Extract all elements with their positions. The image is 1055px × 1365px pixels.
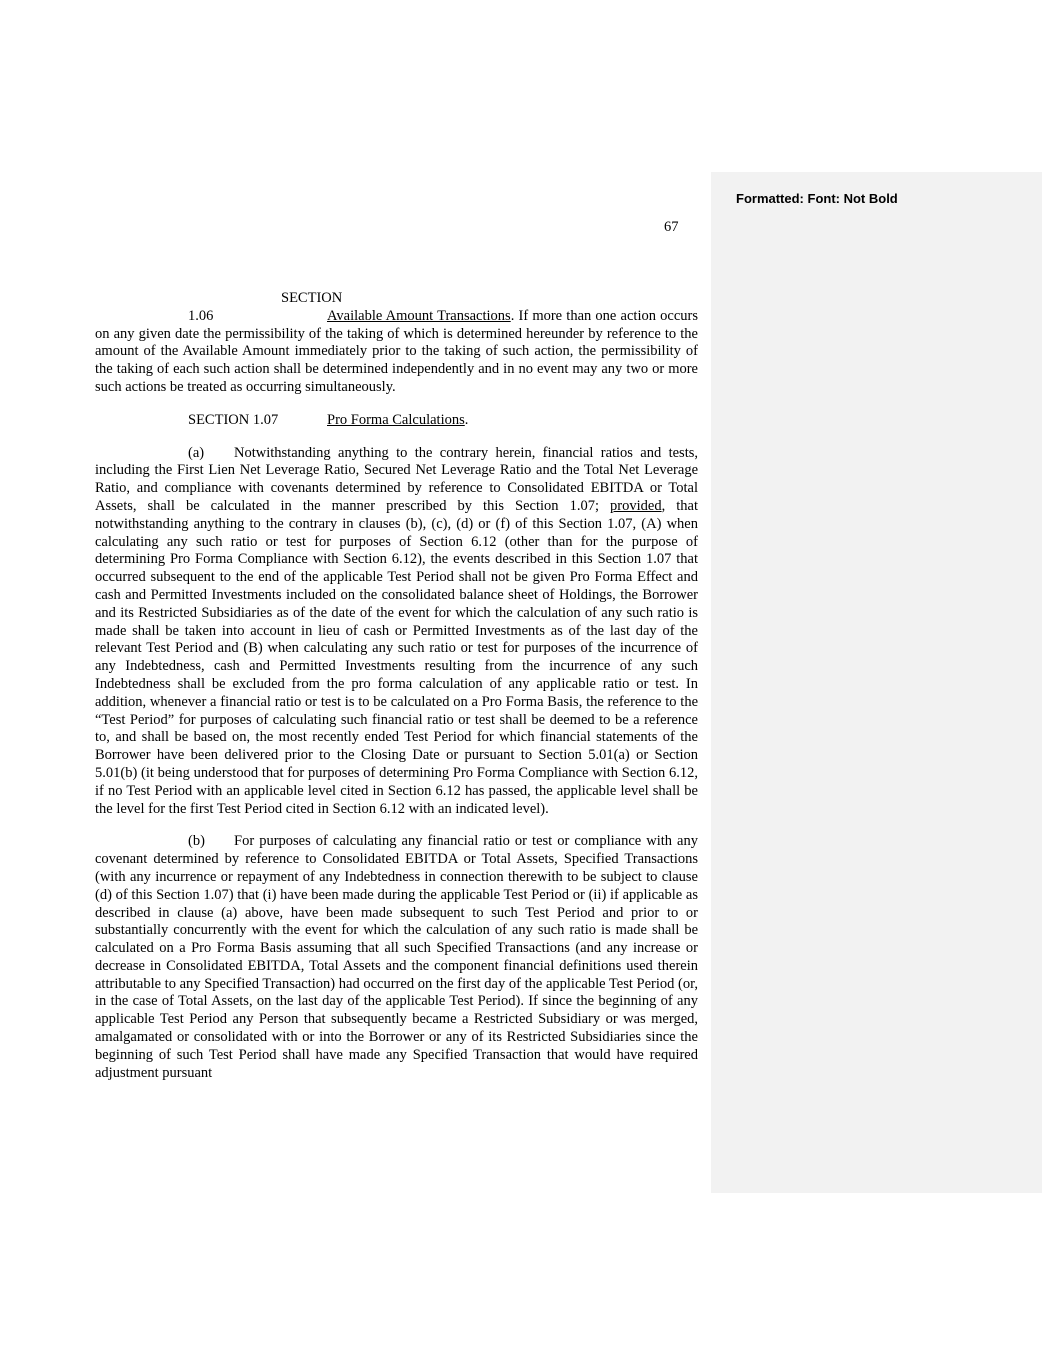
clause-b-tag: (b) — [188, 833, 205, 850]
clause-a-text-after: , that notwithstanding anything to the contrary in clauses (b), (c), (d) or (f) of this Section 1.07, (A) when calculating any such ratio or test for purposes of Section 6.12 (other than for the purpose of determining Pro Forma Compliance with Section 6.12), the events described in this Section 1.07 that occurred subsequent to the end of the applicable Test Period shall not be given Pro Forma Effect and cash and Permitted Investments included on the consolidated balance sheet of Holdings, the Borrower and its Restricted Subsidiaries as of the date of the event for which the calculation of any such ratio is made shall be taken into account in lieu of cash or Permitted Investments as of the last day of the relevant Test Period and (B) when calculating any such ratio or test for purposes of the incurrence of any Indebtedness, cash and Permitted Investments resulting from the incurrence of any such Indebtedness shall be excluded from the pro forma calculation of any applicable ratio or test. In addition, whenever a financial ratio or test is to be calculated on a Pro Forma Basis, the reference to the “Test Period” for purposes of calculating such financial ratio or test shall be deemed to be a reference to, and shall be based on, the most recently ended Test Period for which financial statements of the Borrower have been delivered prior to the Closing Date or pursuant to Section 5.01(a) or Section 5.01(b) (it being understood that for purposes of determining Pro Forma Compliance with Section 6.12, if no Test Period with an applicable level cited in Section 6.12 has passed, the applicable level shall be the level for the first Test Period cited in Section 6.12 with an indicated level). — [95, 497, 699, 817]
page-number: 67 — [664, 219, 679, 235]
clause-a-provided: provided — [610, 497, 662, 514]
section-1-06-title: Available Amount Transactions — [327, 307, 511, 324]
section-1-06-body: If more than one action occurs on any given date the permissibility of the taking of which is determined hereunder by reference to the amount of the Available Amount immediately prior to the taking of such action, the permissibility of the taking of each such action shall be determined independently and in no event may any two or more such actions be treated as occurring simultaneously. — [95, 307, 698, 395]
comment-pane — [711, 172, 1042, 1193]
section-1-06-paragraph — [95, 290, 698, 397]
section-1-07-number: SECTION 1.07 — [188, 411, 279, 428]
clause-a-text-before: Notwithstanding anything to the contrary herein, financial ratios and tests, including the First Lien Net Leverage Ratio, Secured Net Leverage Ratio and the Total Net Leverage Ratio, and compliance with covenants determined by reference to Consolidated EBITDA or Total Assets, shall be calculated in the manner prescribed by this Section 1.07; — [95, 444, 698, 514]
section-1-07-title-suffix: . — [464, 411, 469, 428]
section-1-07-heading — [95, 412, 698, 430]
section-1-07-title: Pro Forma Calculations — [327, 411, 465, 428]
document-body — [95, 290, 698, 1097]
clause-a-paragraph — [95, 445, 698, 819]
clause-b-paragraph — [95, 833, 698, 1082]
clause-b-text: For purposes of calculating any financial ratio or test or compliance with any covenant determined by reference to Consolidated EBITDA or Total Assets, Specified Transactions (with any incurrence or repayment of any Indebtedness in connection therewith to be subject to clause (d) of this Section 1.07) that (i) have been made during the applicable Test Period or (ii) if applicable as described in clause (a) above, have been made subsequent to such Test Period and prior to or substantially concurrently with the event for which the calculation of any such ratio is made shall be calculated on a Pro Forma Basis assuming that all such Specified Transactions (and any increase or decrease in Consolidated EBITDA, Total Assets and the component financial definitions used therein attributable to any Specified Transaction) had occurred on the first day of the applicable Test Period (or, in the case of Total Assets, on the last day of the applicable Test Period). If since the beginning of any applicable Test Period any Person that subsequently became a Restricted Subsidiary or was merged, amalgamated or consolidated with or into the Borrower or any of its Restricted Subsidiaries since the beginning of such Test Period shall have made any Specified Transaction that would have required adjustment pursuant — [95, 833, 698, 1081]
comment-pane-title: Formatted: Font: Not Bold — [736, 191, 898, 206]
section-1-06-number: SECTION 1.06 — [188, 290, 343, 324]
clause-a-tag: (a) — [188, 444, 205, 461]
section-1-06-title-suffix: . — [510, 307, 515, 324]
